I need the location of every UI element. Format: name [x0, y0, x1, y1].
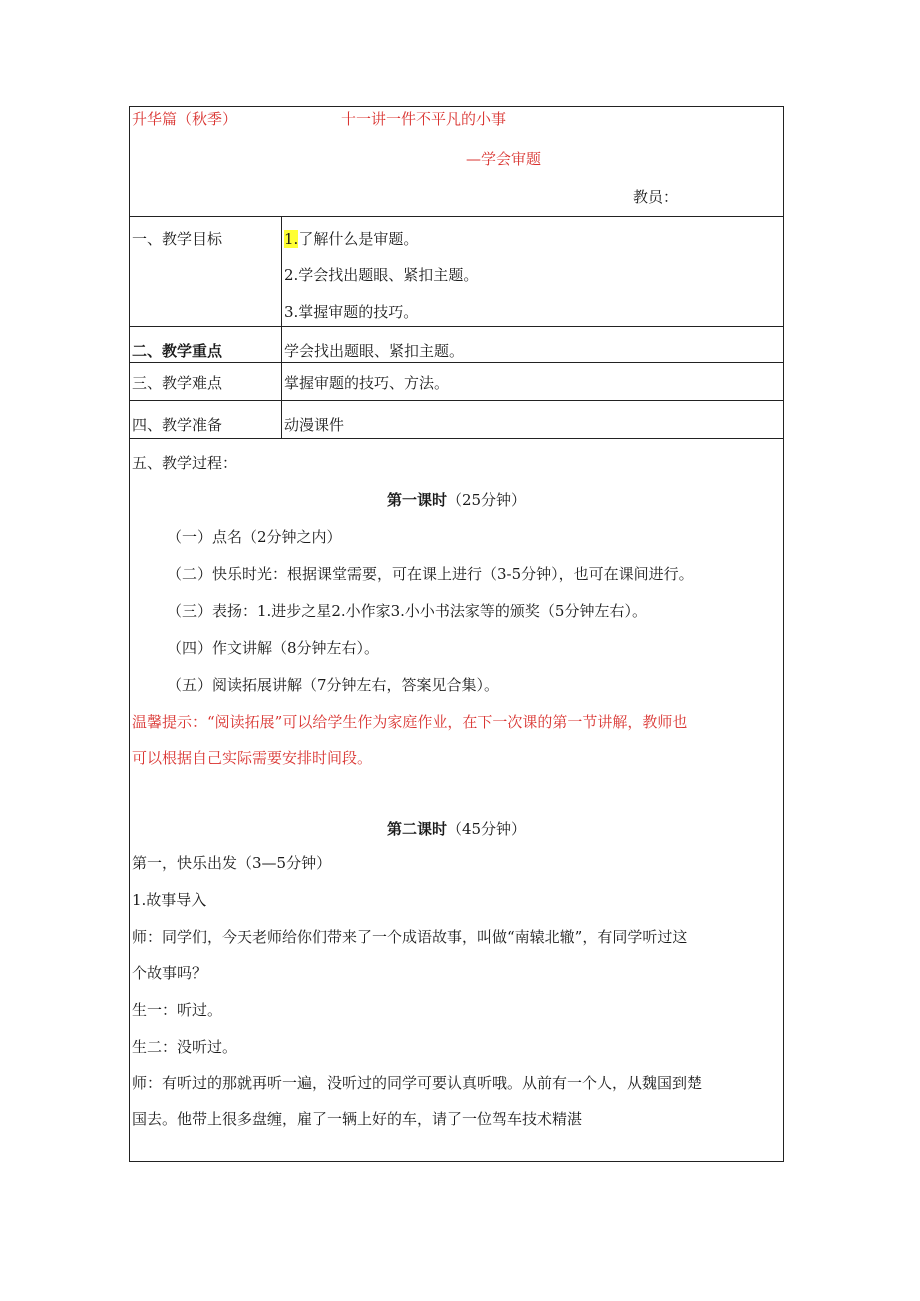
lesson1-step: （一）点名（2分钟之内） [167, 528, 342, 546]
header-row [130, 107, 783, 217]
preparation-label: 四、教学准备 [132, 416, 223, 434]
lesson2-line: 师：同学们，今天老师给你们带来了一个成语故事，叫做“南辕北辙”，有同学听过这 [132, 928, 688, 946]
lesson2-line: 师：有听过的那就再听一遍，没听过的同学可要认真听哦。从前有一个人，从魏国到楚 [132, 1074, 703, 1092]
difficulty-label: 三、教学难点 [132, 374, 223, 392]
lesson2-line: 个故事吗？ [132, 964, 208, 982]
lesson2-line: 生一：听过。 [132, 1001, 223, 1019]
lesson1-step: （五）阅读拓展讲解（7分钟左右，答案见合集）。 [167, 676, 500, 694]
preparation-row [130, 401, 783, 439]
lesson1-step: （三）表扬：1.进步之星2.小作家3.小小书法家等的颁奖（5分钟左右）。 [167, 602, 647, 620]
series-label: 升华篇（秋季） [132, 110, 238, 128]
process-label: 五、教学过程： [132, 454, 238, 472]
objective-2: 2.学会找出题眼、紧扣主题。 [284, 266, 479, 284]
lesson1-heading: 第一课时（25分钟） [386, 491, 527, 509]
lesson-plan-table [129, 106, 784, 1162]
objectives-row [130, 217, 783, 327]
highlight-marker: 1. [284, 230, 299, 248]
lesson1-step: （二）快乐时光：根据课堂需要，可在课上进行（3-5分钟），也可在课间进行。 [167, 565, 694, 583]
key-point-value: 学会找出题眼、紧扣主题。 [284, 342, 465, 360]
lesson2-line: 国去。他带上很多盘缠，雇了一辆上好的车，请了一位驾车技术精湛 [132, 1110, 583, 1128]
lesson1-step: （四）作文讲解（8分钟左右）。 [167, 639, 380, 657]
lesson2-line: 1.故事导入 [132, 891, 207, 909]
difficulty-row [130, 363, 783, 401]
objective-1: 1.了解什么是审题。 [284, 230, 419, 248]
lesson2-line: 第一，快乐出发（3—5分钟） [132, 854, 332, 872]
preparation-value: 动漫课件 [284, 416, 345, 434]
key-point-row [130, 327, 783, 363]
tip-line-2: 可以根据自己实际需要安排时间段。 [132, 749, 373, 767]
difficulty-value: 掌握审题的技巧、方法。 [284, 374, 450, 392]
objective-3: 3.掌握审题的技巧。 [284, 303, 419, 321]
teacher-label: 教员： [633, 188, 679, 206]
lesson-subtitle: —学会审题 [466, 150, 542, 168]
objectives-label: 一、教学目标 [132, 230, 223, 248]
lesson2-line: 生二：没听过。 [132, 1038, 238, 1056]
tip-line-1: 温馨提示：“阅读拓展”可以给学生作为家庭作业，在下一次课的第一节讲解，教师也 [132, 713, 688, 731]
lesson-title: 十一讲一件不平凡的小事 [341, 110, 507, 128]
key-point-label: 二、教学重点 [132, 342, 223, 360]
lesson2-heading: 第二课时（45分钟） [386, 820, 527, 838]
